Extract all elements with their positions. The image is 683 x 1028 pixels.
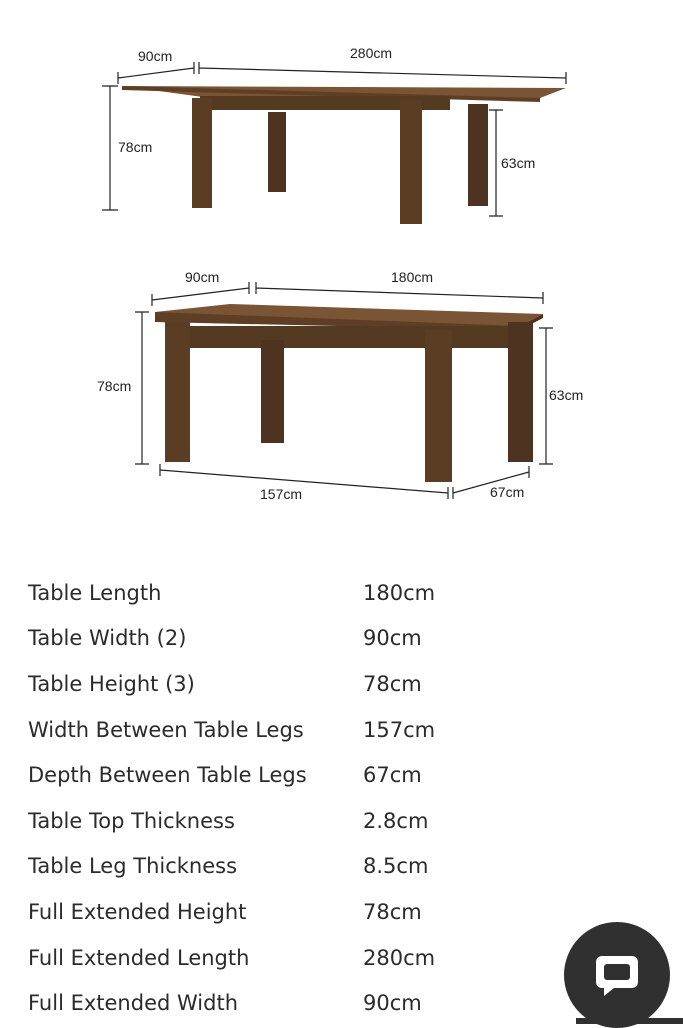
spec-label: Full Extended Width xyxy=(28,991,239,1016)
extended-height-label: 78cm xyxy=(118,139,153,155)
spec-label: Table Width (2) xyxy=(28,626,187,651)
chat-button[interactable] xyxy=(564,922,670,1028)
standard-clearance-label: 63cm xyxy=(549,387,584,403)
spec-value: 2.8cm xyxy=(363,808,429,833)
spec-value: 90cm xyxy=(363,626,422,651)
chat-bubble-icon xyxy=(592,950,642,1000)
spec-label: Table Length xyxy=(28,580,162,605)
standard-height-label: 78cm xyxy=(97,378,132,394)
spec-label: Table Top Thickness xyxy=(28,808,235,833)
extended-depth-label: 90cm xyxy=(138,48,173,64)
spec-row xyxy=(28,616,668,662)
standard-leg-depth-label: 67cm xyxy=(490,484,525,500)
bottom-bar xyxy=(576,1018,683,1024)
spec-label: Width Between Table Legs xyxy=(28,717,304,742)
spec-row xyxy=(28,889,668,935)
spec-value: 67cm xyxy=(363,763,422,788)
standard-table-illustration xyxy=(155,304,543,482)
spec-value: 280cm xyxy=(363,945,436,970)
spec-row xyxy=(28,570,668,616)
spec-label: Full Extended Length xyxy=(28,945,250,970)
spec-label: Table Height (3) xyxy=(28,671,195,696)
extended-table-illustration xyxy=(122,86,566,224)
spec-value: 8.5cm xyxy=(363,854,429,879)
spec-row xyxy=(28,707,668,753)
spec-value: 180cm xyxy=(363,580,436,605)
standard-leg-width-label: 157cm xyxy=(260,486,303,502)
spec-value: 90cm xyxy=(363,991,422,1016)
spec-row xyxy=(28,661,668,707)
spec-row xyxy=(28,752,668,798)
spec-value: 78cm xyxy=(363,899,422,924)
extended-clearance-label: 63cm xyxy=(501,155,536,171)
spec-row xyxy=(28,798,668,844)
spec-value: 78cm xyxy=(363,671,422,696)
standard-length-label: 180cm xyxy=(391,269,434,285)
standard-depth-label: 90cm xyxy=(185,269,220,285)
extended-length-label: 280cm xyxy=(350,45,393,61)
spec-label: Depth Between Table Legs xyxy=(28,763,307,788)
spec-row xyxy=(28,844,668,890)
spec-value: 157cm xyxy=(363,717,436,742)
spec-label: Table Leg Thickness xyxy=(28,854,238,879)
spec-label: Full Extended Height xyxy=(28,899,247,924)
